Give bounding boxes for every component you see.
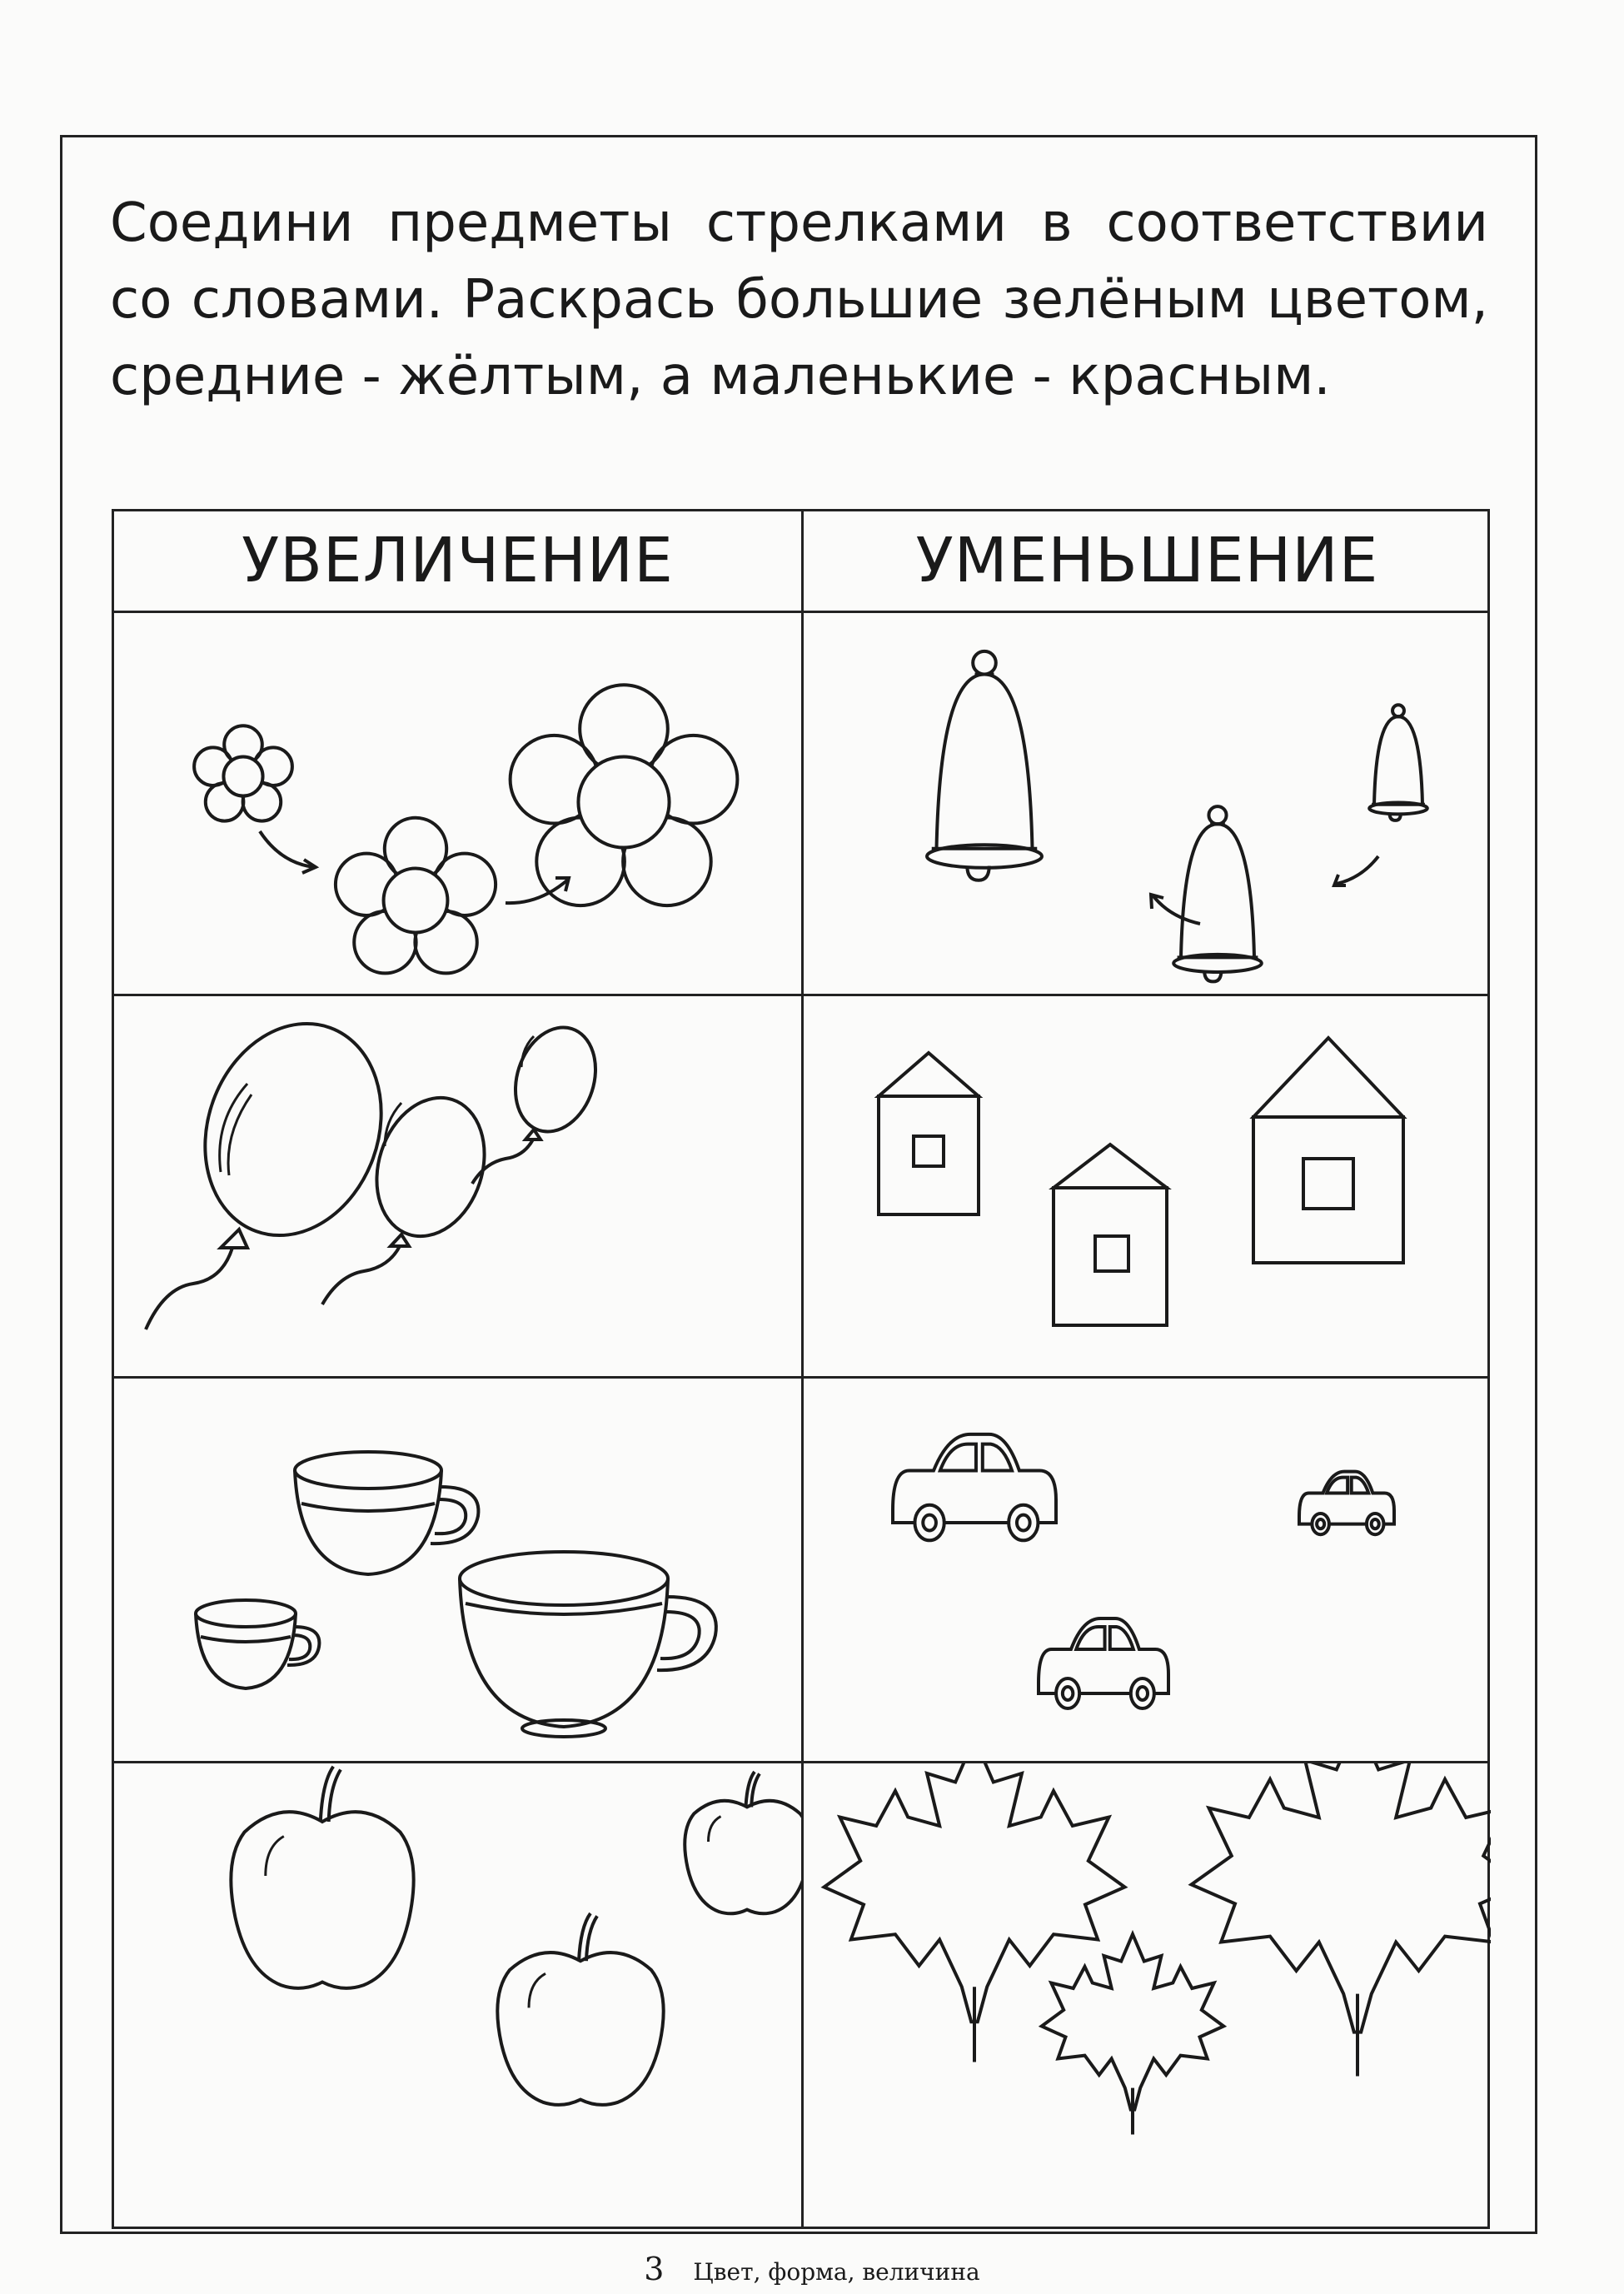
cell-houses bbox=[804, 996, 1491, 1376]
maple-leaf-small-icon bbox=[1042, 1934, 1224, 2135]
cars-group bbox=[804, 1379, 1491, 1761]
cell-balloons bbox=[114, 996, 801, 1376]
balloon-medium-icon bbox=[322, 1084, 501, 1304]
apple-medium-icon bbox=[497, 1913, 663, 2105]
maple-leaf-large-icon bbox=[1192, 1763, 1492, 2077]
car-small-icon bbox=[1299, 1472, 1394, 1535]
bell-large-icon bbox=[927, 651, 1042, 880]
page-footer bbox=[0, 2251, 1624, 2287]
balloon-small-icon bbox=[472, 1017, 609, 1184]
apple-small-icon bbox=[685, 1772, 801, 1913]
balloons-group bbox=[114, 996, 801, 1376]
page-number: 3 bbox=[644, 2251, 665, 2287]
arrow-icon bbox=[1153, 896, 1200, 924]
cell-apples bbox=[114, 1763, 801, 2229]
cups-group bbox=[114, 1379, 801, 1761]
cup-small-icon bbox=[196, 1600, 319, 1688]
flower-medium-icon bbox=[336, 818, 496, 974]
section-title: Цвет, форма, величина bbox=[693, 2258, 980, 2286]
flowers-group bbox=[114, 613, 801, 994]
cell-cups bbox=[114, 1379, 801, 1761]
instruction-text: Соедини предметы стрелками в соответствии со словами. Раскрась большие зелёным цветом, средние - жёлтым, а маленькие - красным. bbox=[110, 192, 1488, 407]
bell-medium-icon bbox=[1173, 806, 1262, 981]
column-header-decrease: УМЕНЬШЕНИЕ bbox=[915, 525, 1379, 596]
flower-large-icon bbox=[511, 685, 738, 905]
house-small-icon bbox=[1054, 1145, 1167, 1325]
leaves-group bbox=[804, 1763, 1491, 2229]
maple-leaf-medium-icon bbox=[824, 1763, 1125, 2062]
apple-large-icon bbox=[231, 1767, 413, 1988]
exercise-table bbox=[112, 509, 1490, 2229]
flower-small-icon bbox=[194, 726, 292, 820]
cell-bells bbox=[804, 613, 1491, 994]
cell-cars bbox=[804, 1379, 1491, 1761]
cell-leaves bbox=[804, 1763, 1491, 2229]
column-header-increase: УВЕЛИЧЕНИЕ bbox=[242, 525, 674, 596]
bell-small-icon bbox=[1369, 705, 1427, 820]
car-medium-icon bbox=[1039, 1618, 1168, 1708]
car-large-icon bbox=[893, 1434, 1056, 1540]
apples-group bbox=[114, 1763, 801, 2229]
arrow-icon bbox=[1337, 856, 1378, 884]
balloon-large-icon bbox=[146, 999, 410, 1329]
cup-medium-icon bbox=[295, 1452, 478, 1574]
houses-group bbox=[804, 996, 1491, 1376]
house-large-icon bbox=[1253, 1038, 1403, 1263]
bells-group bbox=[804, 613, 1491, 994]
cup-large-icon bbox=[460, 1552, 716, 1737]
house-medium-icon bbox=[879, 1053, 979, 1214]
cell-flowers bbox=[114, 613, 801, 994]
